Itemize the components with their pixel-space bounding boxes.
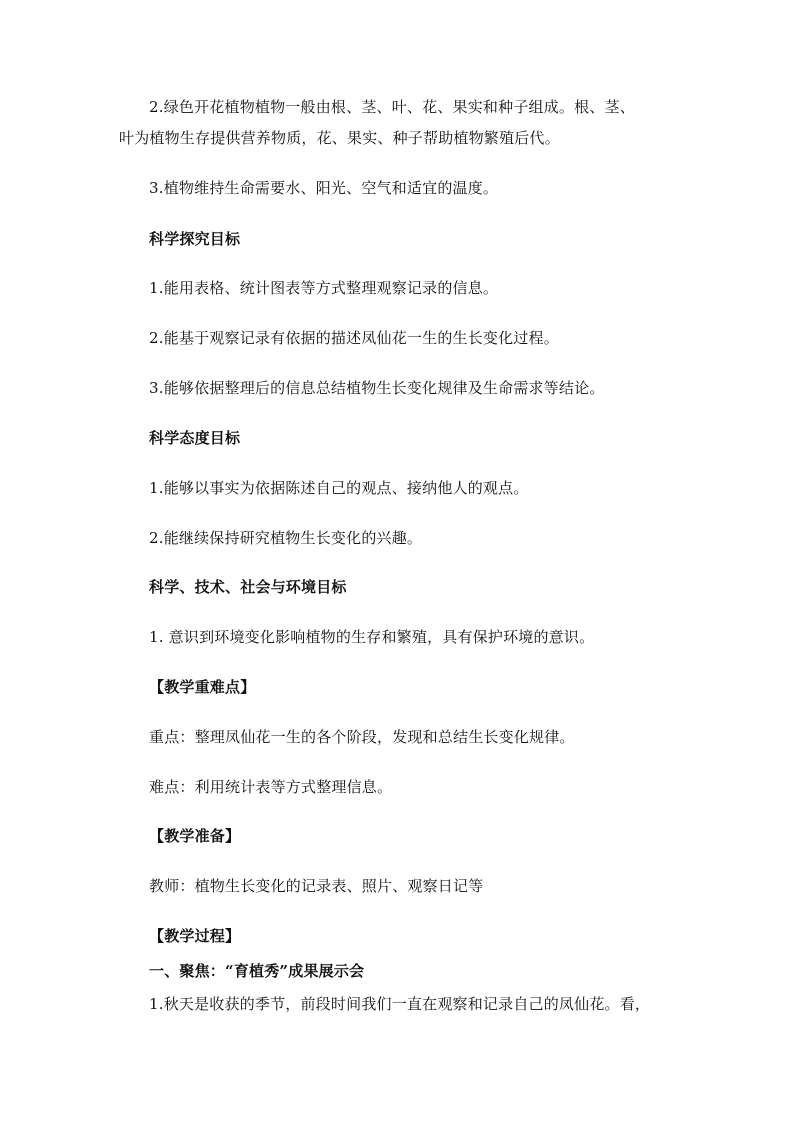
attitude-goal-2: 2.能继续保持研究植物生长变化的兴趣。 <box>149 529 423 547</box>
attitude-goals-heading: 科学态度目标 <box>149 429 241 447</box>
inquiry-goal-2: 2.能基于观察记录有依据的描述凤仙花一生的生长变化过程。 <box>149 329 559 347</box>
stse-goals-heading: 科学、技术、社会与环境目标 <box>149 578 347 596</box>
inquiry-goal-1: 1.能用表格、统计图表等方式整理观察记录的信息。 <box>149 279 499 297</box>
preparation-teacher: 教师：植物生长变化的记录表、照片、观察日记等 <box>149 877 484 895</box>
inquiry-goal-3: 3.能够依据整理后的信息总结植物生长变化规律及生命需求等结论。 <box>149 379 605 397</box>
process-section1-item1: 1.秋天是收获的季节，前段时间我们一直在观察和记录自己的凤仙花。看， <box>149 995 651 1013</box>
key-points-focus: 重点：整理凤仙花一生的各个阶段，发现和总结生长变化规律。 <box>149 728 575 746</box>
stse-goal-1: 1. 意识到环境变化影响植物的生存和繁殖，具有保护环境的意识。 <box>149 628 595 646</box>
preparation-heading: 【教学准备】 <box>149 827 241 845</box>
knowledge-goal-3: 3.植物维持生命需要水、阳光、空气和适宜的温度。 <box>149 179 499 197</box>
attitude-goal-1: 1.能够以事实为依据陈述自己的观点、接纳他人的观点。 <box>149 479 529 497</box>
inquiry-goals-heading: 科学探究目标 <box>149 230 241 248</box>
key-points-difficulty: 难点：利用统计表等方式整理信息。 <box>149 778 393 796</box>
knowledge-goal-2-line2: 叶为植物生存提供营养物质，花、果实、种子帮助植物繁殖后代。 <box>119 129 560 147</box>
key-points-heading: 【教学重难点】 <box>149 678 256 696</box>
knowledge-goal-2-line1: 2.绿色开花植物植物一般由根、茎、叶、花、果实和种子组成。根、茎、 <box>149 98 635 116</box>
process-section1-title: 一、聚焦：“育植秀”成果展示会 <box>149 962 365 980</box>
process-heading: 【教学过程】 <box>149 927 241 945</box>
